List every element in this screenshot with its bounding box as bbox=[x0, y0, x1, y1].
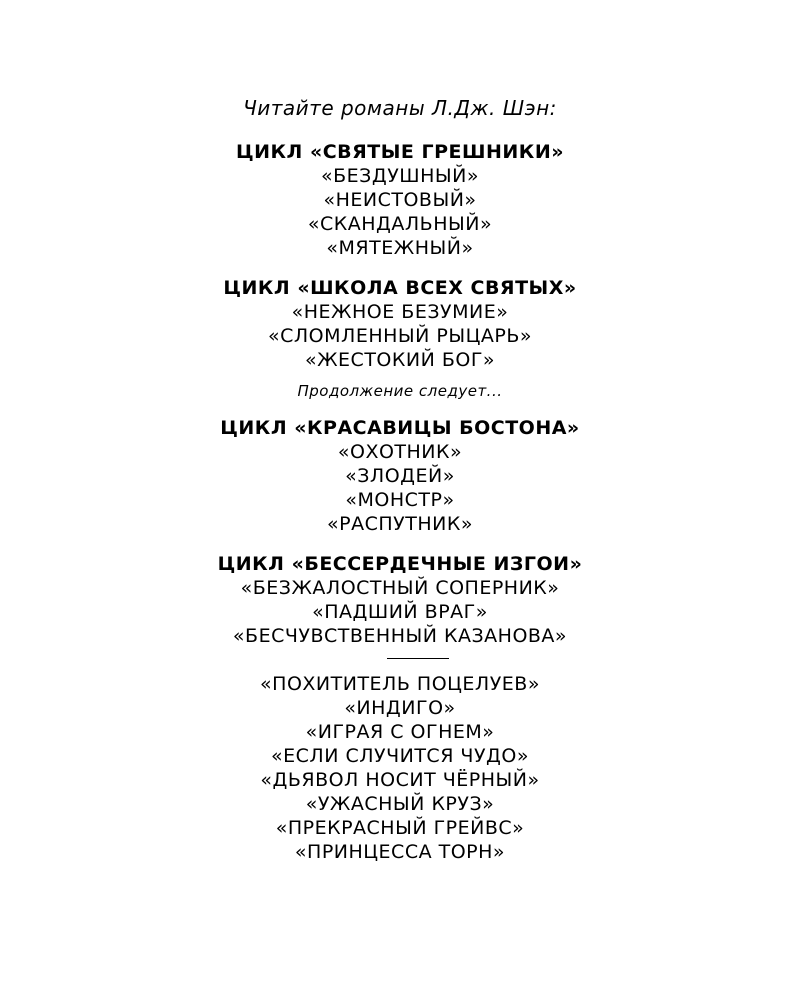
book-title: «СКАНДАЛЬНЫЙ» bbox=[307, 213, 493, 235]
series-title: ЦИКЛ «СВЯТЫЕ ГРЕШНИКИ» bbox=[235, 141, 565, 163]
book-title: «ИГРАЯ С ОГНЕМ» bbox=[305, 721, 495, 743]
standalone-book-list bbox=[0, 672, 800, 864]
book-title: «ИНДИГО» bbox=[344, 697, 456, 719]
book-title: «УЖАСНЫЙ КРУЗ» bbox=[305, 793, 495, 815]
continuation-note: Продолжение следует... bbox=[297, 382, 503, 400]
book-title: «БЕСЧУВСТВЕННЫЙ КАЗАНОВА» bbox=[232, 625, 568, 647]
series-title: ЦИКЛ «БЕССЕРДЕЧНЫЕ ИЗГОИ» bbox=[217, 553, 583, 575]
series-title: ЦИКЛ «ШКОЛА ВСЕХ СВЯТЫХ» bbox=[223, 277, 577, 299]
book-title: «ОХОТНИК» bbox=[337, 441, 463, 463]
standalone-novels bbox=[0, 672, 800, 864]
book-title: «ЕСЛИ СЛУЧИТСЯ ЧУДО» bbox=[271, 745, 529, 767]
section-divider bbox=[387, 658, 449, 659]
series-all-saints-school bbox=[0, 276, 800, 402]
series-book-list bbox=[0, 300, 800, 372]
book-title: «ЖЕСТОКИЙ БОГ» bbox=[304, 349, 496, 371]
book-title: «НЕЖНОЕ БЕЗУМИЕ» bbox=[291, 301, 509, 323]
book-title: «СЛОМЛЕННЫЙ РЫЦАРЬ» bbox=[268, 325, 532, 347]
book-title: «ПАДШИЙ ВРАГ» bbox=[312, 601, 488, 623]
series-book-list bbox=[0, 164, 800, 260]
series-book-list bbox=[0, 440, 800, 536]
book-title: «НЕИСТОВЫЙ» bbox=[323, 189, 477, 211]
series-saints-sinners bbox=[0, 140, 800, 260]
book-title: «ПРИНЦЕССА ТОРН» bbox=[294, 841, 506, 863]
book-title: «МЯТЕЖНЫЙ» bbox=[326, 237, 474, 259]
page-heading: Читайте романы Л.Дж. Шэн: bbox=[243, 96, 557, 120]
series-title: ЦИКЛ «КРАСАВИЦЫ БОСТОНА» bbox=[220, 417, 580, 439]
book-title: «ПОХИТИТЕЛЬ ПОЦЕЛУЕВ» bbox=[260, 673, 540, 695]
book-title: «БЕЗДУШНЫЙ» bbox=[321, 165, 479, 187]
book-title: «РАСПУТНИК» bbox=[327, 513, 473, 535]
book-title: «ДЬЯВОЛ НОСИТ ЧЁРНЫЙ» bbox=[260, 769, 540, 791]
book-title: «МОНСТР» bbox=[345, 489, 455, 511]
book-title: «ЗЛОДЕЙ» bbox=[345, 465, 455, 487]
book-title: «ПРЕКРАСНЫЙ ГРЕЙВС» bbox=[275, 817, 525, 839]
book-title: «БЕЗЖАЛОСТНЫЙ СОПЕРНИК» bbox=[240, 577, 560, 599]
series-book-list bbox=[0, 576, 800, 648]
series-boston-belles bbox=[0, 416, 800, 536]
series-heartless-outcasts bbox=[0, 552, 800, 648]
